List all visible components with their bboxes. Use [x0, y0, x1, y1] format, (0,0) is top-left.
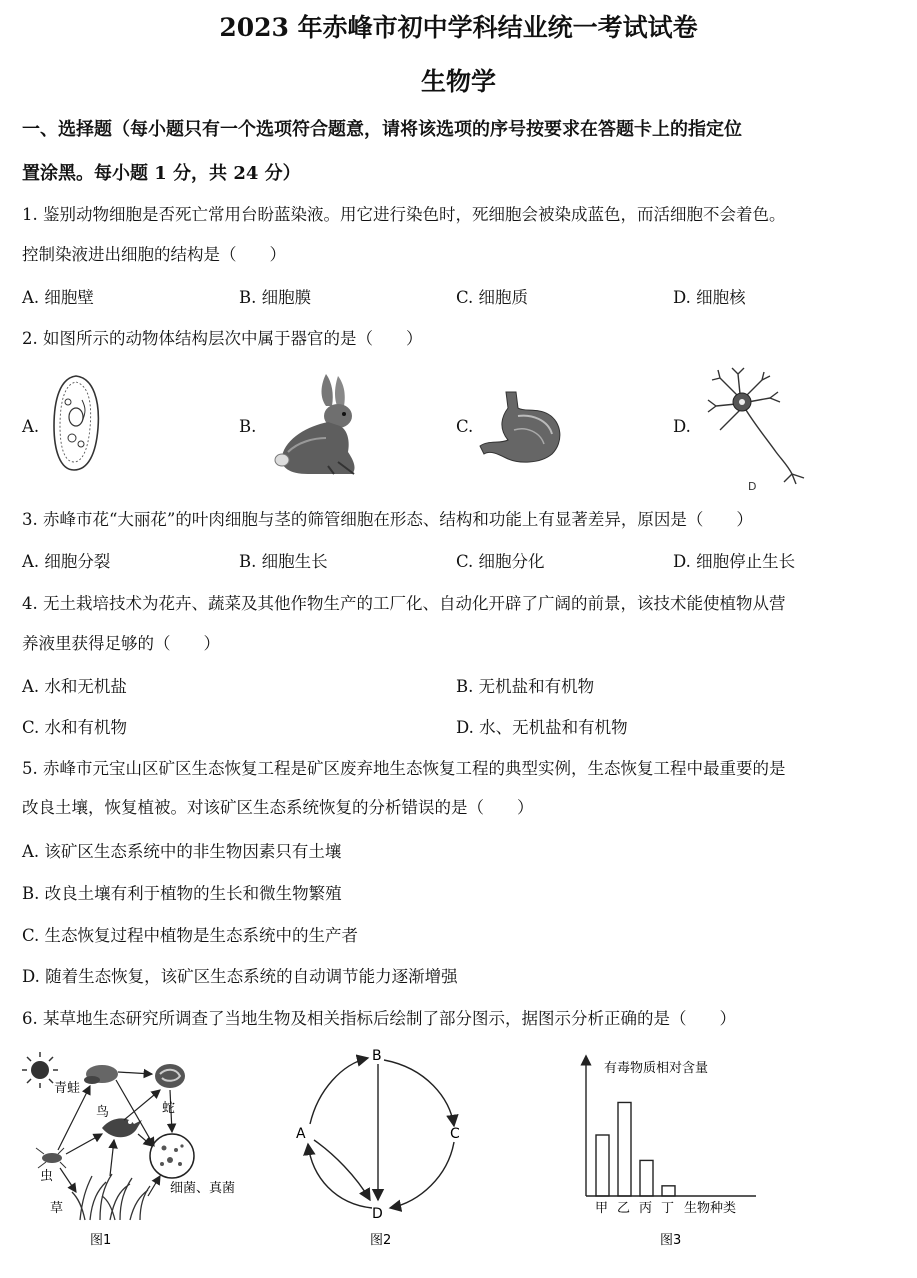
- question-2-stem: 2. 如图所示的动物体结构层次中属于器官的是（ ）: [22, 329, 423, 348]
- category-label-2: 丙: [639, 1201, 653, 1216]
- question-2-option-a[interactable]: A.: [22, 417, 40, 436]
- page-subtitle: 生物学: [420, 67, 496, 96]
- stomach-icon: [478, 386, 568, 466]
- insect-icon: [36, 1148, 66, 1168]
- question-3-option-c[interactable]: C. 细胞分化: [456, 552, 545, 571]
- fig1-label-grass: 草: [50, 1201, 64, 1216]
- question-4-option-c[interactable]: C. 水和有机物: [22, 718, 128, 737]
- fig1-label-decomposer: 细菌、真菌: [170, 1181, 236, 1196]
- fig2-caption: 图2: [370, 1233, 392, 1248]
- paramecium-icon: [46, 372, 106, 474]
- question-5-option-a[interactable]: A. 该矿区生态系统中的非生物因素只有土壤: [22, 842, 342, 861]
- question-1-option-a[interactable]: A. 细胞壁: [22, 288, 94, 307]
- frog-icon: [84, 1065, 118, 1084]
- question-4-stem-line2: 养液里获得足够的（ ）: [22, 634, 220, 653]
- fig2-node-c: C: [450, 1126, 460, 1142]
- section-heading-line: 置涂黑。每小题 1 分，共 24 分）: [22, 163, 301, 184]
- figure-1-food-web: [20, 1050, 280, 1250]
- question-4-option-d[interactable]: D. 水、无机盐和有机物: [456, 718, 628, 737]
- question-6-stem: 6. 某草地生态研究所调查了当地生物及相关指标后绘制了部分图示，据图示分析正确的是（ ）: [22, 1009, 736, 1028]
- fig2-node-d: D: [372, 1206, 383, 1222]
- neuron-icon: [700, 366, 810, 490]
- question-4-option-a[interactable]: A. 水和无机盐: [22, 677, 127, 696]
- question-1-stem-line1: 1. 鉴别动物细胞是否死亡常用台盼蓝染液。用它进行染色时，死细胞会被染成蓝色，而活细胞不会着色。: [22, 205, 786, 224]
- question-5-stem-line2: 改良土壤，恢复植被。对该矿区生态系统恢复的分析错误的是（ ）: [22, 798, 534, 817]
- fig1-label-insect: 虫: [40, 1169, 54, 1184]
- rabbit-icon: [268, 372, 368, 476]
- fig1-label-snake: 蛇: [162, 1101, 176, 1116]
- fig2-node-a: A: [296, 1126, 306, 1142]
- question-2-option-c[interactable]: C.: [456, 417, 474, 436]
- bar-0: [596, 1135, 609, 1196]
- section-heading-line: 一、选择题（每小题只有一个选项符合题意，请将该选项的序号按要求在答题卡上的指定位: [22, 119, 742, 140]
- snake-icon: [155, 1064, 185, 1088]
- svg-text:D: D: [748, 480, 757, 490]
- question-5-option-c[interactable]: C. 生态恢复过程中植物是生态系统中的生产者: [22, 926, 359, 945]
- question-3-option-a[interactable]: A. 细胞分裂: [22, 552, 111, 571]
- question-3-option-d[interactable]: D. 细胞停止生长: [673, 552, 796, 571]
- fig3-xlabel: 生物种类: [684, 1201, 737, 1216]
- figure-3-bar-chart: [560, 1050, 780, 1250]
- fig3-ylabel: 有毒物质相对含量: [604, 1061, 709, 1076]
- fig1-label-bird: 鸟: [96, 1105, 110, 1120]
- category-label-0: 甲: [595, 1201, 609, 1216]
- bar-3: [662, 1186, 675, 1196]
- question-3-stem: 3. 赤峰市花“大丽花”的叶肉细胞与茎的筛管细胞在形态、结构和功能上有显著差异，原因是（ ）: [22, 510, 753, 529]
- sun-icon: [22, 1052, 58, 1088]
- question-5-option-b[interactable]: B. 改良土壤有利于植物的生长和微生物繁殖: [22, 884, 342, 903]
- grass-icon: [72, 1174, 150, 1220]
- section-heading: [22, 108, 897, 196]
- page-title: 2023 年赤峰市初中学科结业统一考试试卷: [219, 13, 698, 42]
- figure-2-cycle-diagram: [290, 1046, 470, 1250]
- bar-2: [640, 1160, 653, 1196]
- bar-1: [618, 1102, 631, 1196]
- question-4-stem-line1: 4. 无土栽培技术为花卉、蔬菜及其他作物生产的工厂化、自动化开辟了广阔的前景，该技术能使植物从营: [22, 594, 786, 613]
- question-1-option-c[interactable]: C. 细胞质: [456, 288, 529, 307]
- question-2-option-d[interactable]: D.: [673, 417, 691, 436]
- category-label-1: 乙: [617, 1201, 631, 1216]
- question-5-stem-line1: 5. 赤峰市元宝山区矿区生态恢复工程是矿区废弃地生态恢复工程的典型实例，生态恢复工程中最重要的是: [22, 759, 786, 778]
- fig3-caption: 图3: [660, 1233, 682, 1248]
- question-1-stem-line2: 控制染液进出细胞的结构是（ ）: [22, 245, 286, 264]
- question-5-option-d[interactable]: D. 随着生态恢复，该矿区生态系统的自动调节能力逐渐增强: [22, 967, 458, 986]
- fig1-caption: 图1: [90, 1233, 112, 1248]
- question-2-option-b[interactable]: B.: [239, 417, 257, 436]
- fig2-node-b: B: [372, 1048, 382, 1064]
- question-3-option-b[interactable]: B. 细胞生长: [239, 552, 328, 571]
- bird-icon: [102, 1118, 142, 1137]
- question-1-option-d[interactable]: D. 细胞核: [673, 288, 746, 307]
- fig1-label-frog: 青蛙: [54, 1081, 81, 1096]
- decomposer-icon: [150, 1134, 194, 1178]
- category-label-3: 丁: [661, 1201, 675, 1216]
- question-1-option-b[interactable]: B. 细胞膜: [239, 288, 312, 307]
- question-4-option-b[interactable]: B. 无机盐和有机物: [456, 677, 595, 696]
